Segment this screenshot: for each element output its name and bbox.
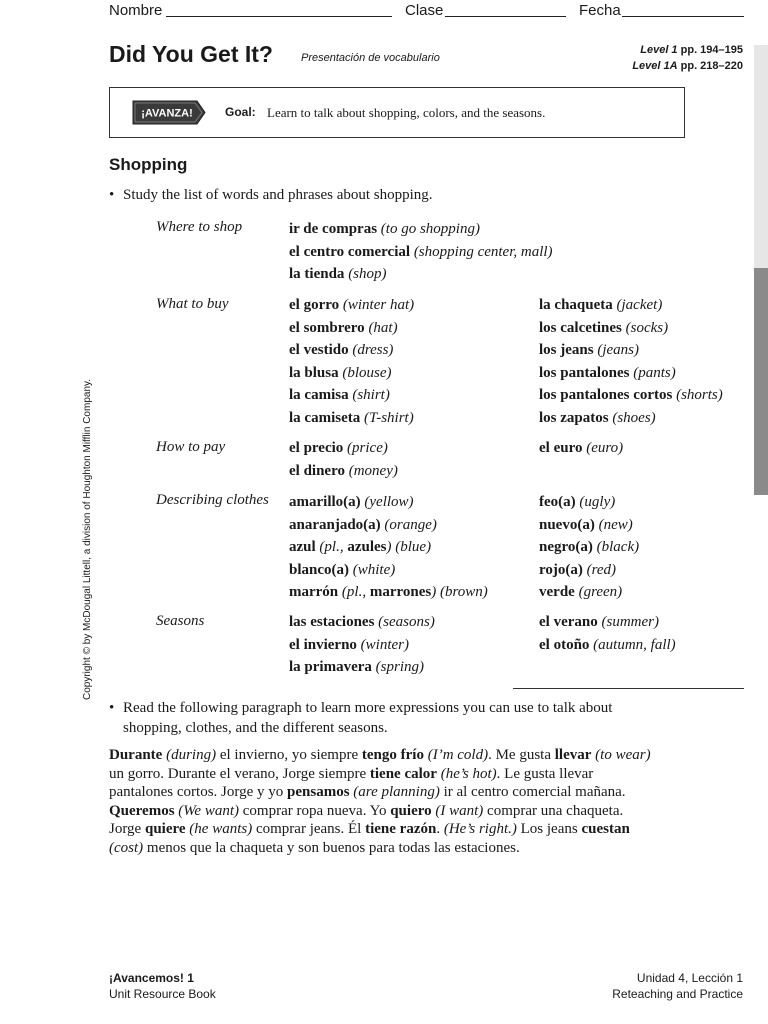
- nombre-label: Nombre: [109, 2, 163, 19]
- bullet-icon: •: [109, 700, 115, 716]
- vocab-gloss: (shop): [344, 266, 387, 282]
- vocab-gloss: (euro): [582, 440, 624, 456]
- vocab-item: [539, 339, 723, 362]
- vocab-item: [289, 536, 488, 559]
- vocab-gloss: (new): [594, 516, 633, 533]
- vocab-item: [289, 362, 414, 385]
- vocab-item: [289, 339, 414, 362]
- vocab-item: [539, 407, 723, 430]
- vocab-term: el gorro: [289, 297, 340, 313]
- paragraph-text: comprar jeans. Él: [252, 821, 366, 837]
- paragraph-vocab-term: llevar: [554, 747, 592, 763]
- paragraph-text: el invierno, yo siempre: [216, 747, 362, 763]
- vocab-term: amarillo(a): [289, 494, 361, 510]
- vocab-gloss: (money): [344, 462, 398, 479]
- level-1a-pages: pp. 218–220: [680, 60, 743, 72]
- vocab-term: feo(a): [539, 494, 576, 510]
- goal-label: Goal:: [225, 105, 256, 119]
- vocab-item: [289, 263, 553, 286]
- vocab-term: el euro: [539, 440, 583, 456]
- vocab-item: [289, 559, 488, 582]
- vocab-gloss: (hat): [364, 319, 398, 336]
- page-title: Did You Get It?: [109, 41, 273, 67]
- vocab-item: [539, 437, 623, 460]
- paragraph-gloss: (during): [166, 747, 217, 763]
- paragraph-gloss: (he wants): [189, 821, 253, 837]
- paragraph-vocab-term: Queremos: [109, 802, 175, 819]
- copyright-notice: Copyright © by McDougal Littell, a division of Houghton Mifflin Company.: [82, 378, 93, 700]
- paragraph-vocab-term: quiero: [390, 802, 432, 819]
- vocab-item: [539, 384, 723, 407]
- vocab-term: blanco(a): [289, 561, 349, 578]
- level-1-label: Level 1: [640, 44, 678, 56]
- paragraph-gloss: (he’s hot): [440, 765, 497, 782]
- vocab-list-describing-2: [539, 491, 639, 604]
- vocab-plural-term: azules: [347, 539, 387, 555]
- vocab-item: [539, 362, 723, 385]
- vocab-term: el precio: [289, 440, 344, 456]
- vocab-term: los pantalones: [539, 364, 630, 381]
- vocab-plural-note: (pl.,: [338, 584, 370, 600]
- vocab-term: el dinero: [289, 462, 345, 479]
- vocab-gloss: (pants): [629, 364, 676, 381]
- paragraph-gloss: (I want): [435, 802, 484, 819]
- vocab-term: el invierno: [289, 636, 357, 653]
- category-describing: Describing clothes: [156, 492, 269, 508]
- avanza-badge-text: ¡AVANZA!: [141, 107, 193, 120]
- vocab-term: las estaciones: [289, 614, 375, 630]
- divider-rule: [513, 688, 744, 689]
- page-subtitle: Presentación de vocabulario: [301, 52, 440, 64]
- vocab-gloss: (ugly): [575, 494, 616, 510]
- vocab-list-where: [289, 218, 553, 286]
- paragraph-text: ir al centro comercial mañana.: [439, 784, 626, 800]
- category-what: What to buy: [156, 296, 229, 312]
- level-1a-label: Level 1A: [632, 60, 678, 72]
- level-1-reference: [640, 44, 743, 56]
- vocab-gloss: (jeans): [593, 342, 639, 358]
- vocab-list-seasons-1: [289, 611, 435, 679]
- paragraph-vocab-term: tiene calor: [369, 765, 437, 782]
- vocab-term: la blusa: [289, 364, 339, 381]
- vocab-gloss: (spring): [371, 659, 424, 675]
- vocab-term: verde: [539, 584, 575, 600]
- category-where: Where to shop: [156, 219, 243, 235]
- vocab-gloss: (shorts): [672, 387, 723, 403]
- bullet-2-line-1: Read the following paragraph to learn more expressions you can use to talk about: [123, 700, 613, 716]
- vocab-term: los zapatos: [539, 409, 609, 426]
- vocab-gloss: (to go shopping): [377, 221, 480, 237]
- vocab-list-how-2: [539, 437, 623, 460]
- clase-blank[interactable]: [445, 16, 566, 17]
- level-1-pages: pp. 194–195: [680, 44, 743, 56]
- vocab-list-what-1: [289, 294, 414, 429]
- vocab-gloss: (red): [582, 561, 617, 578]
- vocab-term: la chaqueta: [539, 297, 613, 313]
- vocab-item: [539, 536, 639, 559]
- vocab-item: [539, 317, 723, 340]
- vocab-gloss: (white): [349, 561, 396, 578]
- vocab-gloss: (dress): [348, 342, 394, 358]
- footer-unit: Unidad 4, Lección 1: [636, 971, 743, 985]
- vocab-item: [289, 514, 488, 537]
- vocab-item: [289, 634, 435, 657]
- bullet-icon: •: [109, 187, 115, 203]
- vocab-list-what-2: [539, 294, 723, 429]
- vocab-gloss: (T-shirt): [360, 409, 414, 426]
- vocab-item: [289, 317, 414, 340]
- bullet-2-line-2: shopping, clothes, and the different seasons.: [123, 720, 388, 736]
- vocab-gloss: (orange): [380, 516, 437, 533]
- vocab-gloss: (black): [592, 539, 640, 555]
- vocab-gloss: (shoes): [608, 409, 656, 426]
- vocab-term: los jeans: [539, 342, 594, 358]
- vocab-item: [539, 491, 639, 514]
- vocab-term: ir de compras: [289, 221, 378, 237]
- vocab-item: [539, 559, 639, 582]
- vocab-item: [289, 460, 398, 483]
- vocab-gloss: (seasons): [374, 614, 435, 630]
- level-1a-reference: [632, 60, 743, 72]
- paragraph-text: .: [436, 821, 444, 837]
- paragraph-gloss: (We want): [178, 802, 239, 819]
- footer-book-title: ¡Avancemos! 1: [109, 971, 194, 985]
- vocab-term: la camiseta: [289, 409, 361, 426]
- vocab-term: anaranjado(a): [289, 516, 381, 533]
- paragraph-gloss: (to wear): [595, 747, 651, 763]
- scrollbar-thumb[interactable]: [754, 268, 768, 495]
- footer-unit-subtitle: Reteaching and Practice: [612, 987, 743, 1001]
- section-title: Shopping: [109, 155, 188, 174]
- paragraph-text: menos que la chaqueta y son buenos para todas las estaciones.: [143, 839, 520, 856]
- vocab-term: el centro comercial: [289, 243, 411, 260]
- vocab-item: [289, 581, 488, 604]
- vocab-term: nuevo(a): [539, 516, 595, 533]
- vocab-gloss: (autumn, fall): [589, 636, 676, 653]
- vocab-term: el verano: [539, 614, 598, 630]
- paragraph-gloss: (cost): [109, 839, 144, 856]
- footer-book-subtitle: Unit Resource Book: [109, 987, 216, 1001]
- vocab-item: [289, 218, 553, 241]
- goal-text: Learn to talk about shopping, colors, and the seasons.: [267, 105, 546, 120]
- vocab-gloss: (jacket): [612, 297, 663, 313]
- vocab-term: los pantalones cortos: [539, 387, 673, 403]
- vocab-gloss: (price): [343, 440, 388, 456]
- bullet-1-text: Study the list of words and phrases about shopping.: [123, 187, 433, 203]
- vocab-gloss: (summer): [597, 614, 659, 630]
- vocab-gloss: (yellow): [360, 494, 414, 510]
- reading-paragraph: [109, 746, 654, 857]
- vocab-term: azul: [289, 539, 316, 555]
- vocab-item: [289, 611, 435, 634]
- vocab-term: la tienda: [289, 266, 345, 282]
- vocab-gloss: ) (blue): [386, 539, 432, 555]
- vocab-gloss: (winter): [356, 636, 409, 653]
- paragraph-text: comprar ropa nueva. Yo: [239, 802, 391, 819]
- vocab-gloss: (socks): [621, 319, 669, 336]
- category-seasons: Seasons: [156, 613, 205, 629]
- vocab-item: [539, 294, 723, 317]
- vocab-plural-term: marrones: [369, 584, 432, 600]
- vocab-item: [289, 437, 398, 460]
- footer-right: [612, 970, 743, 1002]
- paragraph-vocab-term: tiene razón: [365, 821, 437, 837]
- vocab-term: la camisa: [289, 387, 349, 403]
- vocab-term: los calcetines: [539, 319, 622, 336]
- vocab-gloss: (shopping center, mall): [410, 243, 553, 260]
- footer-left: [109, 970, 216, 1002]
- fecha-label: Fecha: [579, 2, 621, 19]
- avanza-badge-icon: [131, 99, 206, 126]
- vocab-item: [539, 514, 639, 537]
- vocab-item: [289, 656, 435, 679]
- clase-label: Clase: [405, 2, 444, 19]
- vocab-term: la primavera: [289, 659, 372, 675]
- paragraph-text: comprar una chaqueta. Jorge: [109, 802, 624, 837]
- paragraph-vocab-term: quiere: [144, 821, 186, 837]
- vocab-term: el otoño: [539, 636, 590, 653]
- paragraph-gloss: (I’m cold): [427, 747, 489, 763]
- vocab-item: [539, 634, 676, 657]
- vocab-term: negro(a): [539, 539, 593, 555]
- vocab-list-describing-1: [289, 491, 488, 604]
- paragraph-vocab-term: tengo frío: [361, 747, 424, 763]
- vocab-term: el vestido: [289, 342, 349, 358]
- vocab-gloss: (green): [574, 584, 623, 600]
- vocab-plural-note: (pl.,: [315, 539, 348, 555]
- paragraph-gloss: (are planning): [353, 784, 440, 800]
- category-how: How to pay: [156, 439, 226, 455]
- paragraph-text: . Le gusta llevar pantalones cortos. Jorge y yo: [109, 765, 594, 800]
- vocab-term: rojo(a): [539, 561, 583, 578]
- vocab-list-seasons-2: [539, 611, 676, 656]
- fecha-blank[interactable]: [622, 16, 744, 17]
- vocab-gloss: ) (brown): [431, 584, 488, 600]
- vocab-gloss: (blouse): [338, 364, 392, 381]
- vocab-term: el sombrero: [289, 319, 365, 336]
- paragraph-text: . Me gusta: [488, 747, 555, 763]
- paragraph-gloss: (He’s right.): [443, 821, 517, 837]
- paragraph-vocab-term: Durante: [109, 747, 163, 763]
- paragraph-vocab-term: pensamos: [287, 784, 350, 800]
- paragraph-text: un gorro. Durante el verano, Jorge siempre: [109, 765, 370, 782]
- vocab-list-how-1: [289, 437, 398, 482]
- vocab-item: [289, 407, 414, 430]
- vocab-item: [539, 611, 676, 634]
- vocab-gloss: (winter hat): [339, 297, 415, 313]
- vocab-item: [539, 581, 639, 604]
- vocab-item: [289, 294, 414, 317]
- vocab-item: [289, 241, 553, 264]
- nombre-blank[interactable]: [166, 16, 392, 17]
- paragraph-text: Los jeans: [516, 821, 582, 837]
- vocab-gloss: (shirt): [348, 387, 390, 403]
- vocab-item: [289, 384, 414, 407]
- vocab-term: marrón: [289, 584, 339, 600]
- paragraph-vocab-term: cuestan: [581, 821, 630, 837]
- vocab-item: [289, 491, 488, 514]
